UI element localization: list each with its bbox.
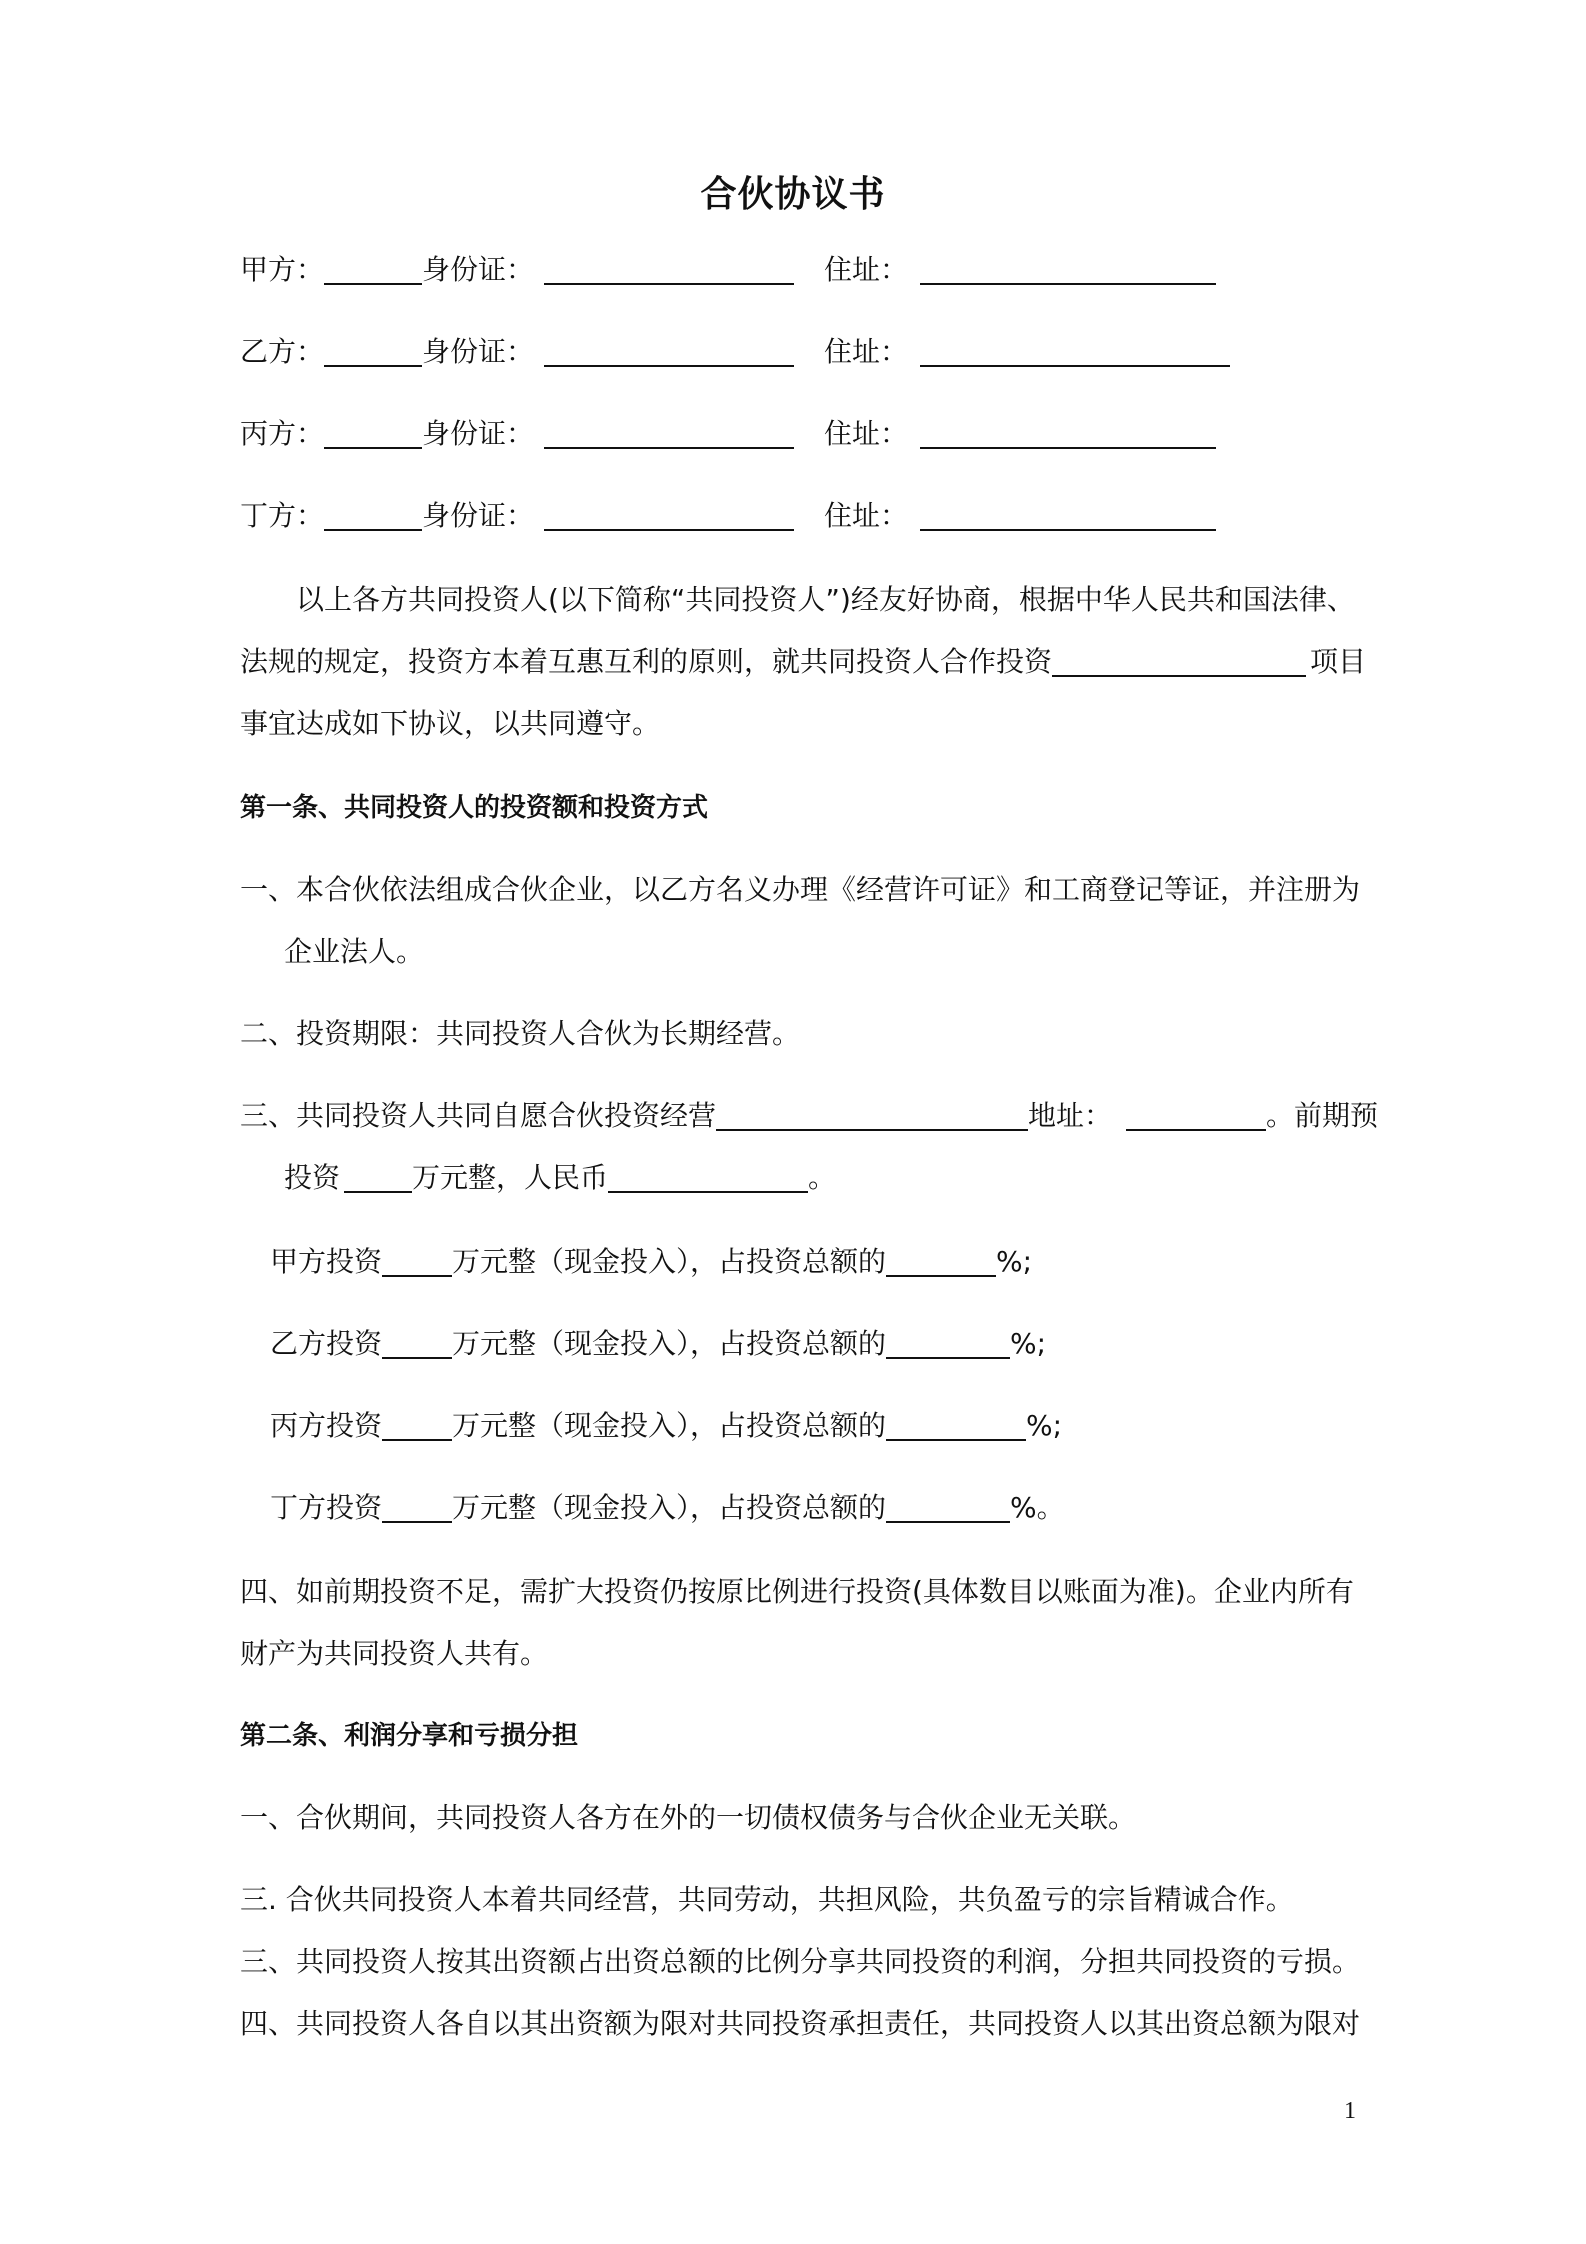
investment-end: %; bbox=[996, 1245, 1033, 1278]
article1-item1-line1: 一、本合伙依法组成合伙企业，以乙方名义办理《经营许可证》和工商登记等证，并注册为 bbox=[240, 873, 1361, 906]
investment-percent-blank[interactable] bbox=[886, 1409, 1026, 1441]
address-blank[interactable] bbox=[920, 253, 1216, 285]
intro-text: 法规的规定，投资方本着互惠互利的原则，就共同投资人合作投资 bbox=[240, 645, 1053, 678]
id-blank[interactable] bbox=[544, 335, 794, 367]
article1-heading: 第一条、共同投资人的投资额和投资方式 bbox=[240, 793, 709, 823]
investment-line-jia bbox=[270, 1242, 1032, 1282]
investment-percent-blank[interactable] bbox=[886, 1491, 1010, 1523]
investment-party: 乙方投资 bbox=[270, 1327, 383, 1360]
intro-line-3: 事宜达成如下协议，以共同遵守。 bbox=[240, 707, 661, 740]
investment-party: 丙方投资 bbox=[270, 1409, 383, 1442]
intro-line-2 bbox=[240, 642, 1366, 682]
rmb-blank[interactable] bbox=[608, 1161, 808, 1193]
page-number: 1 bbox=[1344, 2098, 1356, 2124]
name-blank[interactable] bbox=[324, 335, 422, 367]
article2-item3: 三、共同投资人按其出资额占出资总额的比例分享共同投资的利润，分担共同投资的亏损。 bbox=[240, 1945, 1361, 1978]
investment-text: 万元整（现金投入），占投资总额的 bbox=[452, 1245, 887, 1278]
document-title: 合伙协议书 bbox=[700, 174, 886, 215]
amount-blank[interactable] bbox=[344, 1161, 412, 1193]
party-line-ding bbox=[240, 496, 1216, 536]
item3-text: 万元整，人民币 bbox=[412, 1161, 609, 1194]
business-blank[interactable] bbox=[716, 1099, 1028, 1131]
investment-amount-blank[interactable] bbox=[382, 1327, 452, 1359]
address-label: 住址： bbox=[824, 417, 909, 450]
address-label: 住址： bbox=[824, 335, 909, 368]
party-name: 乙方： bbox=[240, 335, 325, 368]
item3-text: 投资 bbox=[284, 1161, 341, 1194]
location-blank[interactable] bbox=[1126, 1099, 1266, 1131]
item3-text: 地址： bbox=[1028, 1099, 1113, 1132]
investment-amount-blank[interactable] bbox=[382, 1409, 452, 1441]
id-blank[interactable] bbox=[544, 417, 794, 449]
name-blank[interactable] bbox=[324, 253, 422, 285]
investment-party: 甲方投资 bbox=[270, 1245, 383, 1278]
address-blank[interactable] bbox=[920, 499, 1216, 531]
id-label: 身份证： bbox=[422, 335, 535, 368]
investment-party: 丁方投资 bbox=[270, 1491, 383, 1524]
investment-amount-blank[interactable] bbox=[382, 1491, 452, 1523]
id-label: 身份证： bbox=[422, 499, 535, 532]
item3-text: 三、共同投资人共同自愿合伙投资经营 bbox=[240, 1099, 717, 1132]
article1-item4-line2: 财产为共同投资人共有。 bbox=[240, 1637, 549, 1670]
name-blank[interactable] bbox=[324, 499, 422, 531]
name-blank[interactable] bbox=[324, 417, 422, 449]
party-line-yi bbox=[240, 332, 1230, 372]
investment-percent-blank[interactable] bbox=[886, 1245, 996, 1277]
party-line-jia bbox=[240, 250, 1216, 290]
article2-heading: 第二条、利润分享和亏损分担 bbox=[240, 1721, 579, 1751]
id-label: 身份证： bbox=[422, 417, 535, 450]
address-blank[interactable] bbox=[920, 417, 1216, 449]
party-name: 丁方： bbox=[240, 499, 325, 532]
investment-end: %; bbox=[1026, 1409, 1063, 1442]
investment-amount-blank[interactable] bbox=[382, 1245, 452, 1277]
address-blank[interactable] bbox=[920, 335, 1230, 367]
investment-percent-blank[interactable] bbox=[886, 1327, 1010, 1359]
id-label: 身份证： bbox=[422, 253, 535, 286]
article2-item1: 一、合伙期间，共同投资人各方在外的一切债权债务与合伙企业无关联。 bbox=[240, 1801, 1137, 1834]
investment-end: %。 bbox=[1010, 1491, 1065, 1524]
investment-text: 万元整（现金投入），占投资总额的 bbox=[452, 1409, 887, 1442]
investment-text: 万元整（现金投入），占投资总额的 bbox=[452, 1491, 887, 1524]
investment-line-bing bbox=[270, 1406, 1062, 1446]
party-line-bing bbox=[240, 414, 1216, 454]
address-label: 住址： bbox=[824, 499, 909, 532]
intro-line-1: 以上各方共同投资人(以下简称“共同投资人”)经友好协商，根据中华人民共和国法律、 bbox=[296, 583, 1355, 616]
party-name: 甲方： bbox=[240, 253, 325, 286]
article1-item2: 二、投资期限：共同投资人合伙为长期经营。 bbox=[240, 1017, 801, 1050]
investment-line-ding bbox=[270, 1488, 1065, 1528]
investment-end: %; bbox=[1010, 1327, 1047, 1360]
investment-text: 万元整（现金投入），占投资总额的 bbox=[452, 1327, 887, 1360]
article1-item1-line2: 企业法人。 bbox=[284, 935, 425, 968]
article2-item2: 三. 合伙共同投资人本着共同经营，共同劳动，共担风险，共负盈亏的宗旨精诚合作。 bbox=[240, 1883, 1294, 1916]
item3-text: 。前期预 bbox=[1266, 1099, 1379, 1132]
party-name: 丙方： bbox=[240, 417, 325, 450]
article1-item3-line1 bbox=[240, 1096, 1378, 1136]
id-blank[interactable] bbox=[544, 499, 794, 531]
project-blank[interactable] bbox=[1052, 645, 1306, 677]
id-blank[interactable] bbox=[544, 253, 794, 285]
intro-text: 项目 bbox=[1310, 645, 1367, 678]
article1-item4-line1: 四、如前期投资不足，需扩大投资仍按原比例进行投资(具体数目以账面为准)。企业内所有 bbox=[240, 1575, 1354, 1608]
article1-item3-line2 bbox=[284, 1158, 836, 1198]
address-label: 住址： bbox=[824, 253, 909, 286]
item3-text: 。 bbox=[808, 1161, 837, 1194]
article2-item4: 四、共同投资人各自以其出资额为限对共同投资承担责任，共同投资人以其出资总额为限对 bbox=[240, 2007, 1361, 2040]
investment-line-yi bbox=[270, 1324, 1046, 1364]
